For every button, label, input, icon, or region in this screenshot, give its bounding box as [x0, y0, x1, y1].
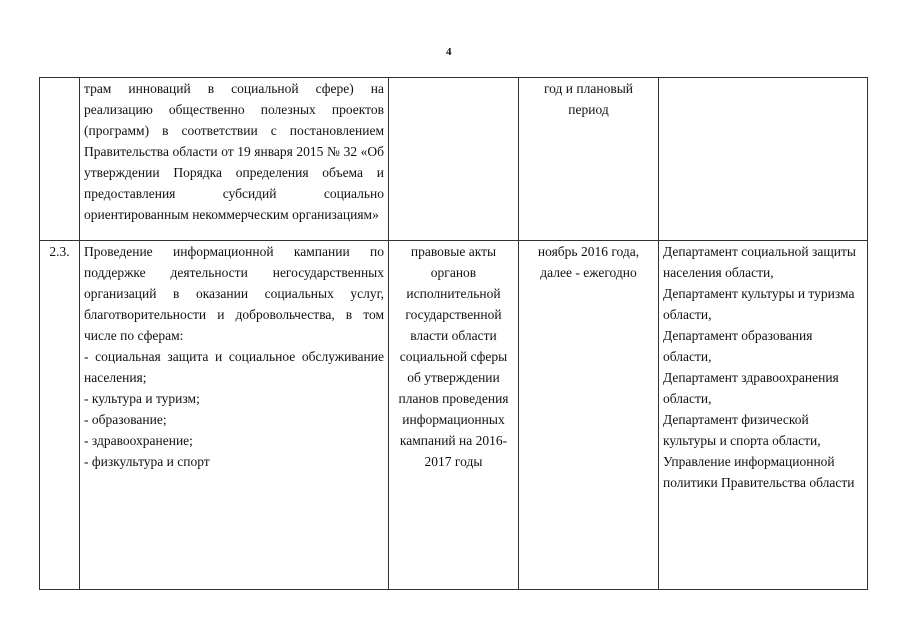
- row-number-cell: [40, 78, 80, 241]
- table-row: [40, 241, 868, 590]
- result-cell: правовые акты органов исполнительной государственной власти области социальной сферы об утверждении планов проведения информационных кампаний на 2016-2017 годы: [389, 241, 519, 590]
- measure-cell: трам инноваций в социальной сфере) на реализацию общественно полезных проектов (программ) в соответствии с постановлением Правительства области от 19 января 2015 № 32 «Об утверждении Порядка определения объема и предоставления субсидий социально ориентированным некоммерческим организациям»: [80, 78, 389, 241]
- row-number-cell: 2.3.: [40, 241, 80, 590]
- measure-cell: Проведение информационной кампании по поддержке деятельности негосударственных организаций в оказании социальных услуг, благотворительности и добровольчества, в том числе по сферам: - социальная защита и социальное обслуживание населения; - культура и туризм; - образование; - здравоохранение; - физкультура и спорт: [80, 241, 389, 590]
- result-cell: [389, 78, 519, 241]
- table-row: [40, 78, 868, 241]
- responsible-cell: Департамент социальной защиты населения области, Департамент культуры и туризма области, Департамент образования области, Департамент здравоохранения области, Департамент физической культуры и спорта области, Управление информационной политики Правительства области: [659, 241, 868, 590]
- responsible-cell: [659, 78, 868, 241]
- deadline-cell: ноябрь 2016 года, далее - ежегодно: [519, 241, 659, 590]
- deadline-cell: год и плановый период: [519, 78, 659, 241]
- page-number: 4: [446, 46, 452, 58]
- measures-table: [39, 77, 868, 590]
